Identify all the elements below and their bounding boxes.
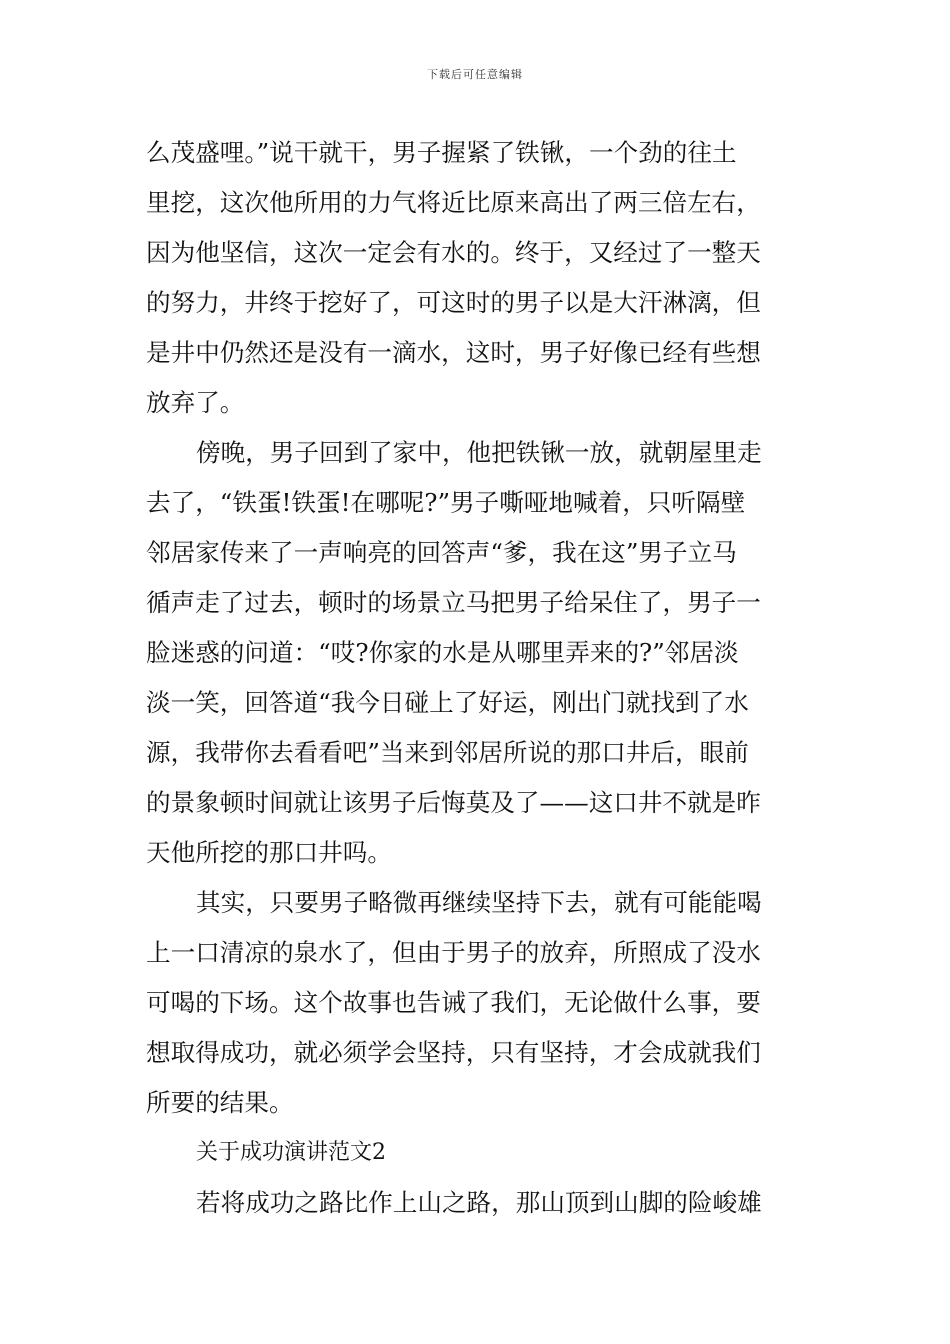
text-line: 上一口清凉的泉水了，但由于男子的放弃，所照成了没水: [146, 938, 761, 967]
document-body: [146, 128, 816, 1228]
text-line: 源，我带你去看看吧”当来到邻居所说的那口井后，眼前: [146, 738, 749, 767]
text-line: 么茂盛哩。”说干就干，男子握紧了铁锹，一个劲的往土: [146, 138, 737, 167]
text-line: 因为他坚信，这次一定会有水的。终于，又经过了一整天: [146, 238, 761, 267]
text-line: 是井中仍然还是没有一滴水，这时，男子好像已经有些想: [146, 338, 761, 367]
text-line: 天他所挖的那口井吗。: [146, 838, 392, 867]
text-line: 所要的结果。: [146, 1088, 294, 1117]
text-line: 的景象顿时间就让该男子后悔莫及了——这口井不就是昨: [146, 788, 761, 817]
text-line: 淡一笑，回答道“我今日碰上了好运，刚出门就找到了水: [146, 688, 749, 717]
text-line: 去了，“铁蛋!铁蛋!在哪呢?”男子嘶哑地喊着，只听隔壁: [146, 488, 746, 517]
text-line: 若将成功之路比作上山之路，那山顶到山脚的险峻雄: [196, 1188, 762, 1217]
text-line: 可喝的下场。这个故事也告诫了我们，无论做什么事，要: [146, 988, 761, 1017]
text-line: 的努力，井终于挖好了，可这时的男子以是大汗淋漓，但: [146, 288, 761, 317]
text-line: 循声走了过去，顿时的场景立马把男子给呆住了，男子一: [146, 588, 761, 617]
text-line: 邻居家传来了一声响亮的回答声“爹，我在这”男子立马: [146, 538, 737, 567]
text-line: 里挖，这次他所用的力气将近比原来高出了两三倍左右，: [146, 188, 761, 217]
text-line: 傍晚，男子回到了家中，他把铁锹一放，就朝屋里走: [196, 438, 762, 467]
text-line: 其实，只要男子略微再继续坚持下去，就有可能能喝: [196, 888, 762, 917]
text-line: 想取得成功，就必须学会坚持，只有坚持，才会成就我们: [146, 1038, 761, 1067]
text-line: 放弃了。: [146, 388, 245, 417]
section-heading: 关于成功演讲范文2: [196, 1140, 386, 1165]
text-line: 脸迷惑的问道：“哎?你家的水是从哪里弄来的?”邻居淡: [146, 638, 739, 667]
page-header: 下载后可任意编辑: [427, 68, 523, 81]
